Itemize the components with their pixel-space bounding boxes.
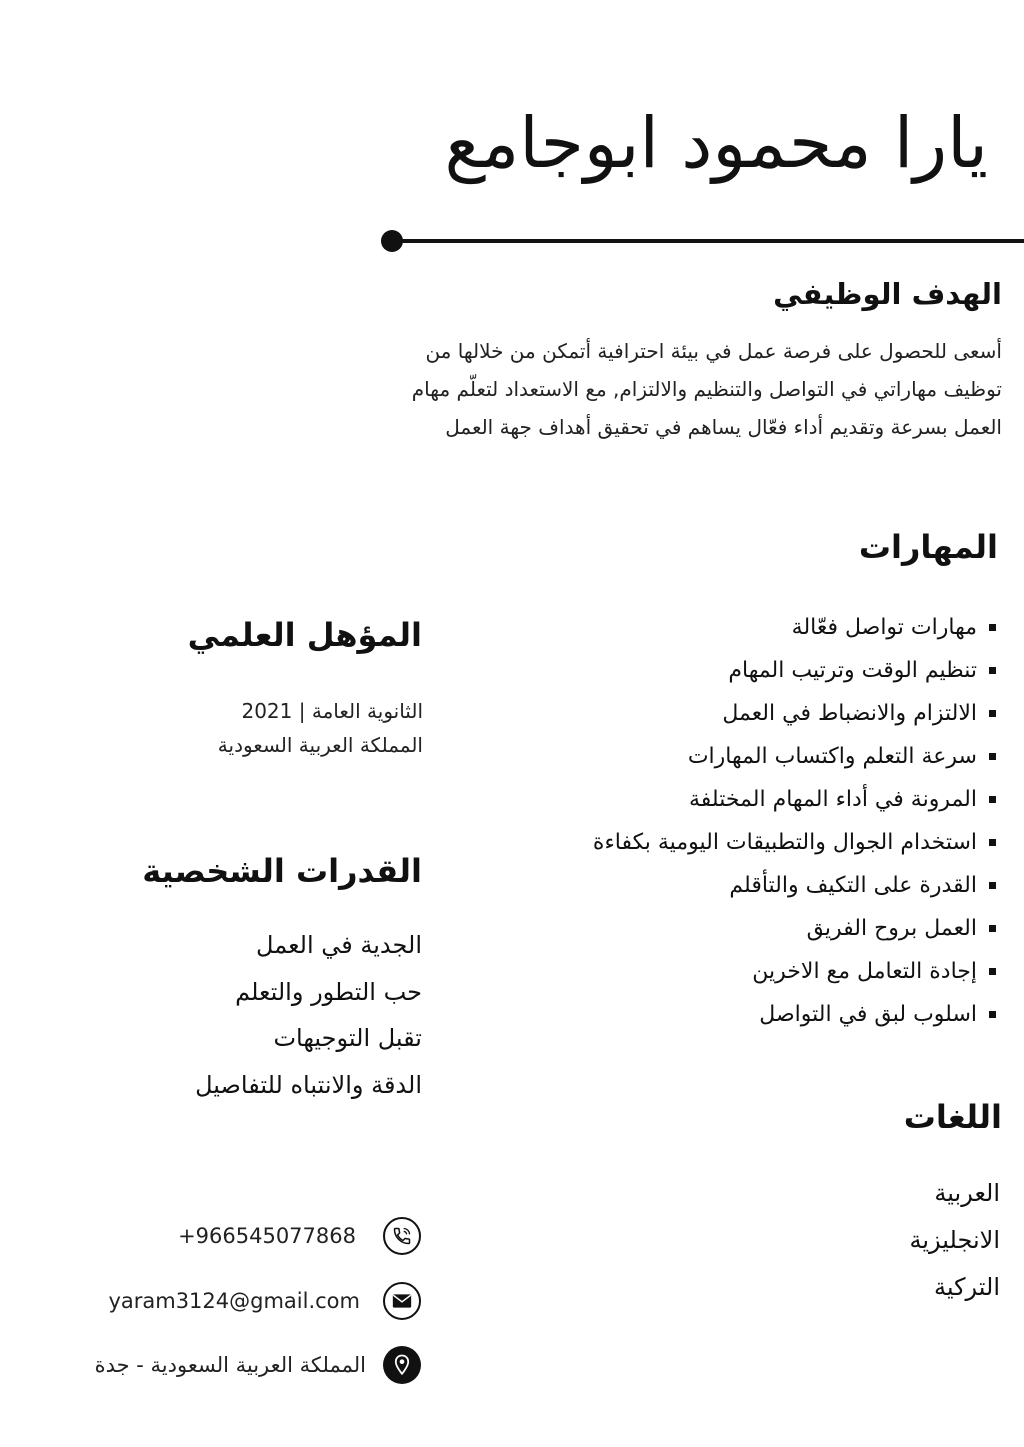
skill-label: تنظيم الوقت وترتيب المهام bbox=[728, 658, 977, 683]
email-address[interactable]: yaram3124@gmail.com bbox=[108, 1289, 360, 1313]
skill-label: العمل بروح الفريق bbox=[806, 916, 977, 941]
skill-item bbox=[496, 649, 996, 692]
ability-item: الجدية في العمل bbox=[256, 931, 422, 959]
bullet-icon bbox=[989, 882, 996, 889]
education-details bbox=[63, 694, 423, 762]
bullet-icon bbox=[989, 667, 996, 674]
skill-label: سرعة التعلم واكتساب المهارات bbox=[687, 744, 977, 769]
skills-list bbox=[496, 606, 996, 1036]
skill-item bbox=[496, 692, 996, 735]
education-title: المؤهل العلمي bbox=[187, 616, 422, 654]
divider-dot bbox=[381, 230, 403, 252]
location-pin-icon bbox=[383, 1346, 421, 1384]
bullet-icon bbox=[989, 753, 996, 760]
skill-label: الالتزام والانضباط في العمل bbox=[722, 701, 977, 726]
ability-item: الدقة والانتباه للتفاصيل bbox=[195, 1070, 422, 1099]
applicant-name: يارا محمود ابوجامع bbox=[444, 102, 988, 184]
skill-item bbox=[496, 950, 996, 993]
header-divider bbox=[392, 239, 1024, 243]
education-country: المملكة العربية السعودية bbox=[217, 733, 423, 757]
objective-text: أسعى للحصول على فرصة عمل في بيئة احترافية أتمكن من خلالها من توظيف مهاراتي في التواصل والتنظيم والالتزام, مع الاستعداد لتعلّم مهام العمل بسرعة وتقديم أداء فعّال يساهم في تحقيق أهداف جهة العمل bbox=[411, 339, 1002, 439]
language-item: العربية bbox=[934, 1179, 1000, 1207]
skill-label: مهارات تواصل فعّالة bbox=[791, 615, 977, 640]
bullet-icon bbox=[989, 839, 996, 846]
education-degree: الثانوية العامة | 2021 bbox=[241, 699, 423, 723]
language-item: التركية bbox=[934, 1273, 1000, 1301]
location-text: المملكة العربية السعودية - جدة bbox=[94, 1353, 366, 1377]
phone-number[interactable]: +966545077868 bbox=[178, 1224, 356, 1248]
bullet-icon bbox=[989, 968, 996, 975]
skill-item bbox=[496, 993, 996, 1036]
bullet-icon bbox=[989, 710, 996, 717]
languages-list bbox=[740, 1170, 1000, 1311]
objective-title: الهدف الوظيفي bbox=[773, 277, 1002, 311]
bullet-icon bbox=[989, 796, 996, 803]
skills-title: المهارات bbox=[858, 528, 998, 566]
ability-item: تقبل التوجيهات bbox=[273, 1024, 422, 1052]
personal-abilities-title: القدرات الشخصية bbox=[142, 852, 422, 890]
skill-label: المرونة في أداء المهام المختلفة bbox=[689, 787, 977, 812]
bullet-icon bbox=[989, 624, 996, 631]
phone-icon bbox=[383, 1217, 421, 1255]
ability-item: حب التطور والتعلم bbox=[235, 977, 422, 1006]
skill-label: استخدام الجوال والتطبيقات اليومية بكفاءة bbox=[592, 830, 977, 855]
skill-item bbox=[496, 821, 996, 864]
envelope-icon bbox=[383, 1282, 421, 1320]
skill-label: القدرة على التكيف والتأقلم bbox=[729, 873, 977, 898]
skill-item bbox=[496, 864, 996, 907]
bullet-icon bbox=[989, 925, 996, 932]
skill-item bbox=[496, 606, 996, 649]
skill-item bbox=[496, 778, 996, 821]
language-item: الانجليزية bbox=[909, 1226, 1000, 1254]
bullet-icon bbox=[989, 1011, 996, 1018]
skill-item bbox=[496, 907, 996, 950]
languages-title: اللغات bbox=[903, 1098, 1002, 1136]
skill-label: إجادة التعامل مع الاخرين bbox=[752, 959, 977, 984]
skill-item bbox=[496, 735, 996, 778]
skill-label: اسلوب لبق في التواصل bbox=[759, 1002, 977, 1027]
personal-abilities-list bbox=[2, 922, 422, 1108]
